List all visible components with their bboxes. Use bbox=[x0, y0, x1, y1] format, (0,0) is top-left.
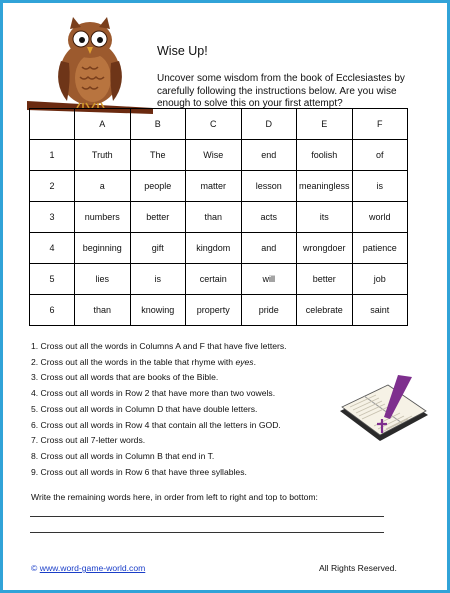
grid-cell: is bbox=[130, 264, 186, 295]
open-bible-illustration bbox=[336, 371, 431, 451]
grid-cell: than bbox=[186, 202, 242, 233]
row-number: 6 bbox=[30, 295, 75, 326]
grid-row bbox=[30, 264, 408, 295]
instruction-item: 2. Cross out all the words in the table that rhyme with eyes. bbox=[31, 356, 256, 367]
grid-cell: is bbox=[352, 171, 408, 202]
grid-row bbox=[30, 202, 408, 233]
grid-cell: kingdom bbox=[186, 233, 242, 264]
grid-cell: world bbox=[352, 202, 408, 233]
grid-header-row bbox=[30, 109, 408, 140]
instruction-list bbox=[31, 339, 341, 480]
column-header: B bbox=[130, 109, 186, 140]
grid-cell: pride bbox=[241, 295, 297, 326]
instruction-item: 7. Cross out all 7-letter words. bbox=[31, 435, 146, 446]
grid-row bbox=[30, 295, 408, 326]
grid-cell: a bbox=[75, 171, 131, 202]
grid-cell: Wise bbox=[186, 140, 242, 171]
grid-cell: certain bbox=[186, 264, 242, 295]
instruction-item: 4. Cross out all words in Row 2 that have more than two vowels. bbox=[31, 388, 276, 399]
column-header: F bbox=[352, 109, 408, 140]
grid-cell: numbers bbox=[75, 202, 131, 233]
rights-text: All Rights Reserved. bbox=[319, 563, 397, 573]
column-header: A bbox=[75, 109, 131, 140]
grid-cell: Truth bbox=[75, 140, 131, 171]
grid-cell: job bbox=[352, 264, 408, 295]
grid-row bbox=[30, 171, 408, 202]
grid-cell: foolish bbox=[297, 140, 353, 171]
grid-cell: end bbox=[241, 140, 297, 171]
instruction-item: 3. Cross out all words that are books of the Bible. bbox=[31, 372, 219, 383]
website-link[interactable] bbox=[31, 563, 145, 573]
grid-row bbox=[30, 233, 408, 264]
grid-cell: will bbox=[241, 264, 297, 295]
grid-cell: acts bbox=[241, 202, 297, 233]
word-grid bbox=[29, 108, 408, 326]
column-header: D bbox=[241, 109, 297, 140]
grid-cell: beginning bbox=[75, 233, 131, 264]
column-header: E bbox=[297, 109, 353, 140]
grid-cell: meaningless bbox=[297, 171, 353, 202]
grid-cell: of bbox=[352, 140, 408, 171]
grid-cell: patience bbox=[352, 233, 408, 264]
instruction-item: 6. Cross out all words in Row 4 that contain all the letters in GOD. bbox=[31, 419, 281, 430]
grid-corner-cell bbox=[30, 109, 75, 140]
row-number: 4 bbox=[30, 233, 75, 264]
grid-cell: gift bbox=[130, 233, 186, 264]
row-number: 5 bbox=[30, 264, 75, 295]
copyright-symbol: © bbox=[31, 563, 38, 573]
grid-cell: wrongdoer bbox=[297, 233, 353, 264]
grid-cell: better bbox=[130, 202, 186, 233]
instruction-item: 9. Cross out all words in Row 6 that have three syllables. bbox=[31, 466, 247, 477]
intro-text: Uncover some wisdom from the book of Ecclesiastes by carefully following the instructions below. Are you wise enough to solve this on your first attempt? bbox=[157, 73, 405, 109]
owl-illustration bbox=[25, 15, 155, 115]
grid-cell: than bbox=[75, 295, 131, 326]
grid-cell: its bbox=[297, 202, 353, 233]
answer-line[interactable] bbox=[30, 516, 384, 517]
grid-cell: and bbox=[241, 233, 297, 264]
grid-cell: people bbox=[130, 171, 186, 202]
instruction-item: 8. Cross out all words in Column B that end in T. bbox=[31, 450, 215, 461]
grid-cell: lesson bbox=[241, 171, 297, 202]
grid-cell: knowing bbox=[130, 295, 186, 326]
write-prompt: Write the remaining words here, in order from left to right and top to bottom: bbox=[31, 492, 318, 502]
row-number: 2 bbox=[30, 171, 75, 202]
grid-cell: celebrate bbox=[297, 295, 353, 326]
grid-cell: saint bbox=[352, 295, 408, 326]
grid-cell: better bbox=[297, 264, 353, 295]
answer-line[interactable] bbox=[30, 532, 384, 533]
website-link-text: www.word-game-world.com bbox=[39, 563, 146, 573]
worksheet-title: Wise Up! bbox=[157, 44, 208, 58]
row-number: 1 bbox=[30, 140, 75, 171]
grid-cell: property bbox=[186, 295, 242, 326]
instruction-item: 1. Cross out all the words in Columns A and F that have five letters. bbox=[31, 341, 287, 351]
grid-cell: matter bbox=[186, 171, 242, 202]
grid-row bbox=[30, 140, 408, 171]
instruction-item: 5. Cross out all words in Column D that have double letters. bbox=[31, 403, 258, 414]
grid-cell: lies bbox=[75, 264, 131, 295]
grid-cell: The bbox=[130, 140, 186, 171]
column-header: C bbox=[186, 109, 242, 140]
row-number: 3 bbox=[30, 202, 75, 233]
